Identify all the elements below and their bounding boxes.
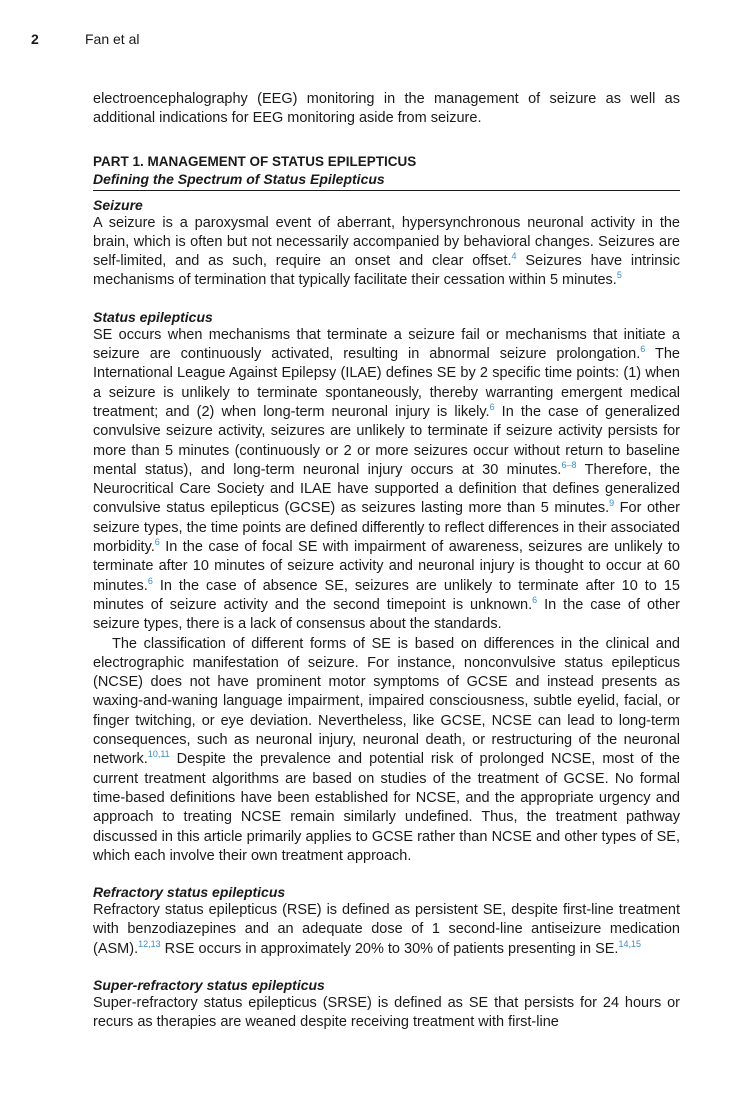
citation-ref[interactable]: 4 (511, 251, 517, 262)
section-heading-status-epilepticus: Status epilepticus (93, 308, 213, 325)
citation-ref[interactable]: 6 (147, 575, 153, 586)
citation-ref[interactable]: 10,11 (147, 749, 170, 760)
citation-ref[interactable]: 6–8 (561, 460, 577, 471)
part-subtitle: Defining the Spectrum of Status Epilepticus (93, 170, 680, 191)
intro-paragraph: electroencephalography (EEG) monitoring in the management of seizure as well as additional indications for EEG monitoring aside from seizure. (93, 91, 680, 127)
citation-ref[interactable]: 14,15 (618, 938, 641, 949)
seizure-paragraph: A seizure is a paroxysmal event of aberrant, hypersynchronous neuronal activity in the brain, which is often but not necessarily accompanied by behavioral changes. Seizures are self-limited, and as such, require an onset and clear offset.$^4$ Seizures have intrinsic mechanisms of termination that typically facilitate their cessation within 5 minutes.$^5$ (93, 214, 680, 289)
super-refractory-paragraph: Super-refractory status epilepticus (SRSE) is defined as SE that persists for 24 hours or recurs as therapies are weaned despite receiving treatment with first-line (93, 994, 680, 1031)
citation-ref[interactable]: 6 (154, 537, 160, 548)
citation-ref[interactable]: 6 (640, 344, 646, 355)
section-heading-super-refractory: Super-refractory status epilepticus (93, 976, 325, 993)
part-title: PART 1. MANAGEMENT OF STATUS EPILEPTICUS (93, 153, 417, 169)
page-number: 2 (31, 31, 39, 47)
citation-ref[interactable]: 5 (616, 270, 622, 281)
running-title: Fan et al (85, 31, 140, 47)
citation-ref[interactable]: 9 (609, 498, 615, 509)
running-head (31, 31, 139, 47)
section-heading-seizure: Seizure (93, 196, 143, 213)
status-epilepticus-paragraph-1: SE occurs when mechanisms that terminate a seizure fail or mechanisms that initiate a seizure are continuously activated, resulting in abnormal seizure prolongation.$^6$ The International League Against Epilepsy (ILAE) defines SE by 2 specific time points: (1) when a seizure is unlikely to terminate spontaneously, thereby warranting emergent medical treatment; and (2) when long-term neuronal injury is likely.$^6$ In the case of generalized convulsive seizure activity, seizures are unlikely to terminate if seizure activity persists for more than 5 minutes (continuously or 2 or more seizures occur without return to baseline mental status), and long-term neuronal injury occurs at 30 minutes.$^{6-8}$ Therefore, the Neurocritical Care Society and ILAE have supported a definition that defines generalized convulsive status epilepticus (GCSE) as seizures lasting more than 5 minutes.$^9$ For other seizure types, the time points are defined differently to reflect differences in their associated morbidity.$^6$ In the case of focal SE with impairment of awareness, seizures are unlikely to terminate after 10 minutes of seizure activity and neuronal injury is thought to occur at 60 minutes.$^6$ In the case of absence SE, seizures are unlikely to terminate after 10 to 15 minutes of seizure activity and the second timepoint is unknown.$^6$ In the case of other seizure types, there is a lack of consensus about the standards. (93, 326, 681, 633)
status-epilepticus-paragraph-2: The classification of different forms of SE is based on differences in the clinical and electrographic manifestation of seizure. For instance, nonconvulsive status epilepticus (NCSE) does not have prominent motor symptoms of GCSE and instead presents as waxing-and-waning language impairment, impaired consciousness, subtle eyelid, facial, or finger twitching, or eye deviation. Nevertheless, like GCSE, NCSE can lead to long-term consequences, such as neuronal injury, neuronal death, or restructuring of the neuronal network.$^{10,11}$ Despite the prevalence and potential risk of prolonged NCSE, most of the current treatment algorithms are based on studies of the treatment of GCSE. No formal time-based definitions have been established for NCSE, and the appropriate urgency and approach to treating NCSE remain similarly undefined. Thus, the treatment pathway discussed in this article primarily applies to GCSE rather than NCSE and other types of SE, which each involve their own treatment approach. (93, 635, 680, 864)
section-heading-refractory: Refractory status epilepticus (93, 884, 286, 901)
article-body (93, 90, 680, 1033)
citation-ref[interactable]: 6 (489, 402, 495, 413)
citation-ref[interactable]: 6 (532, 595, 538, 606)
refractory-paragraph: Refractory status epilepticus (RSE) is defined as persistent SE, despite first-line treatment with benzodiazepines and an adequate dose of 1 second-line antiseizure medication (ASM).$^{12,13}$ RSE occurs in approximately 20% to 30% of patients presenting in SE.$^{14,15}$ (93, 902, 680, 957)
citation-ref[interactable]: 12,13 (138, 938, 161, 949)
